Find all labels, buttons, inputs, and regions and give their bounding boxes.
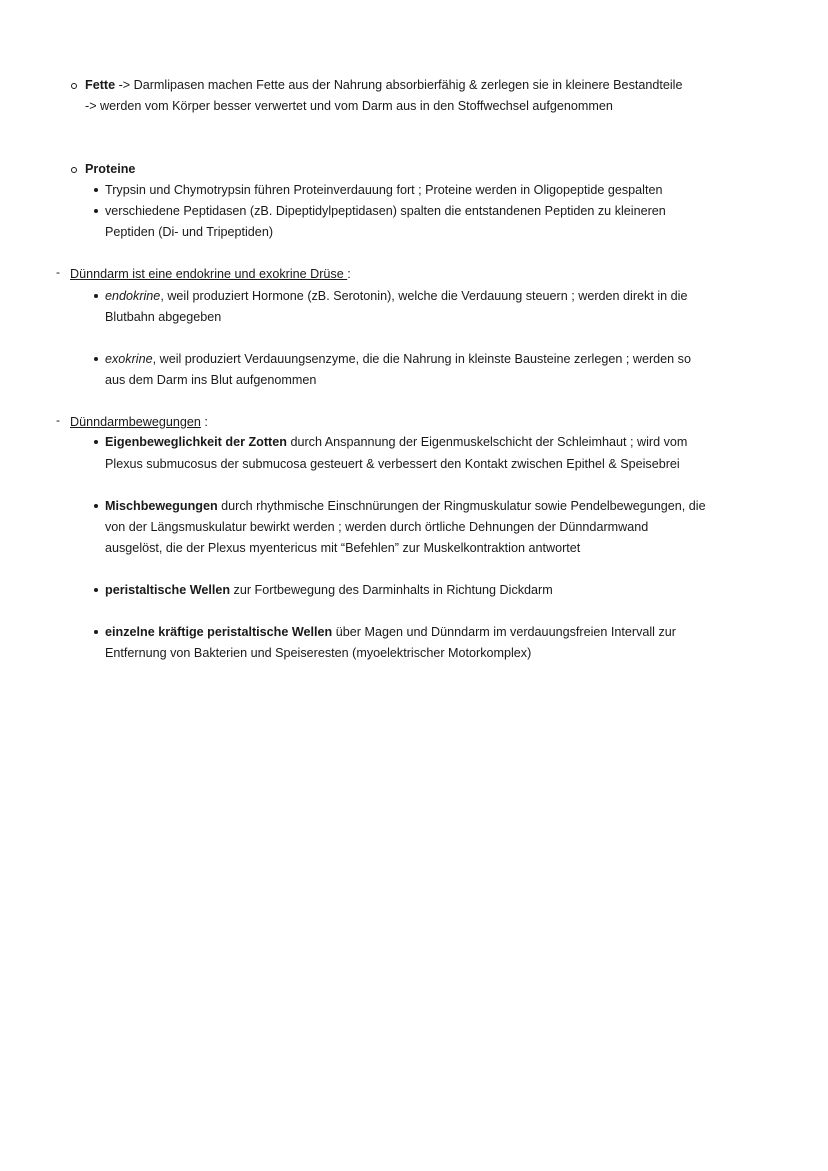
endokrine-term: endokrine bbox=[105, 289, 161, 303]
zotten-term: Eigenbeweglichkeit der Zotten bbox=[105, 435, 287, 449]
proteine-item-2-line-2: Peptiden (Di- und Tripeptiden) bbox=[105, 225, 274, 239]
circle-bullet-icon bbox=[71, 83, 77, 89]
exokrine-line-1: exokrine, weil produziert Verdauungsenzyme, die die Nahrung in kleinste Bausteine zerlegen ; werden so bbox=[105, 352, 691, 366]
misch-line-3: ausgelöst, die der Plexus myentericus mit “Befehlen” zur Muskelkontraktion antwortet bbox=[105, 541, 581, 555]
bullet-dot-icon bbox=[94, 504, 98, 508]
bullet-dot-icon bbox=[94, 588, 98, 592]
bullet-dot-icon bbox=[94, 357, 98, 361]
einzel-term: einzelne kräftige peristaltische Wellen bbox=[105, 625, 333, 639]
misch-line-2: von der Längsmuskulatur bewirkt werden ; werden durch örtliche Dehnungen der Dünndarmwand bbox=[105, 520, 649, 534]
exokrine-term: exokrine bbox=[105, 352, 153, 366]
bullet-dot-icon bbox=[94, 440, 98, 444]
proteine-item-2-line-1: verschiedene Peptidasen (zB. Dipeptidylpeptidasen) spalten die entstandenen Peptiden zu kleineren bbox=[105, 204, 666, 218]
endokrine-line-1: endokrine, weil produziert Hormone (zB. Serotonin), welche die Verdauung steuern ; werden direkt in die bbox=[105, 289, 688, 303]
bullet-dot-icon bbox=[94, 294, 98, 298]
proteine-item-1: Trypsin und Chymotrypsin führen Proteinverdauung fort ; Proteine werden in Oligopeptide gespalten bbox=[105, 183, 663, 197]
fette-text: -> Darmlipasen machen Fette aus der Nahrung absorbierfähig & zerlegen sie in kleinere Bestandteile bbox=[115, 78, 683, 92]
einzel-line-1: einzelne kräftige peristaltische Wellen über Magen und Dünndarm im verdauungsfreien Intervall zur bbox=[105, 625, 676, 639]
bullet-dot-icon bbox=[94, 209, 98, 213]
einzel-line-2: Entfernung von Bakterien und Speiseresten (myoelektrischer Motorkomplex) bbox=[105, 646, 532, 660]
misch-term: Mischbewegungen bbox=[105, 499, 218, 513]
misch-line-1: Mischbewegungen durch rhythmische Einschnürungen der Ringmuskulatur sowie Pendelbewegungen, die bbox=[105, 499, 706, 513]
bullet-dot-icon bbox=[94, 630, 98, 634]
exokrine-line-2: aus dem Darm ins Blut aufgenommen bbox=[105, 373, 317, 387]
peri-line: peristaltische Wellen zur Fortbewegung des Darminhalts in Richtung Dickdarm bbox=[105, 583, 553, 597]
dash-bullet: - bbox=[56, 265, 60, 279]
peri-term: peristaltische Wellen bbox=[105, 583, 231, 597]
fette-line-1 bbox=[85, 76, 682, 94]
endokrine-line-2: Blutbahn abgegeben bbox=[105, 310, 222, 324]
proteine-heading: Proteine bbox=[85, 162, 136, 176]
druese-heading: Dünndarm ist eine endokrine und exokrine Drüse : bbox=[70, 267, 351, 281]
fette-line-2: -> werden vom Körper besser verwertet und vom Darm aus in den Stoffwechsel aufgenommen bbox=[85, 99, 613, 113]
bullet-dot-icon bbox=[94, 188, 98, 192]
zotten-line-1: Eigenbeweglichkeit der Zotten durch Anspannung der Eigenmuskelschicht der Schleimhaut ; wird vom bbox=[105, 435, 688, 449]
dash-bullet: - bbox=[56, 413, 60, 427]
zotten-line-2: Plexus submucosus der submucosa gesteuert & verbessert den Kontakt zwischen Epithel & Speisebrei bbox=[105, 457, 680, 471]
bewegungen-heading: Dünndarmbewegungen : bbox=[70, 415, 208, 429]
fette-heading: Fette bbox=[85, 78, 116, 92]
circle-bullet-icon bbox=[71, 167, 77, 173]
